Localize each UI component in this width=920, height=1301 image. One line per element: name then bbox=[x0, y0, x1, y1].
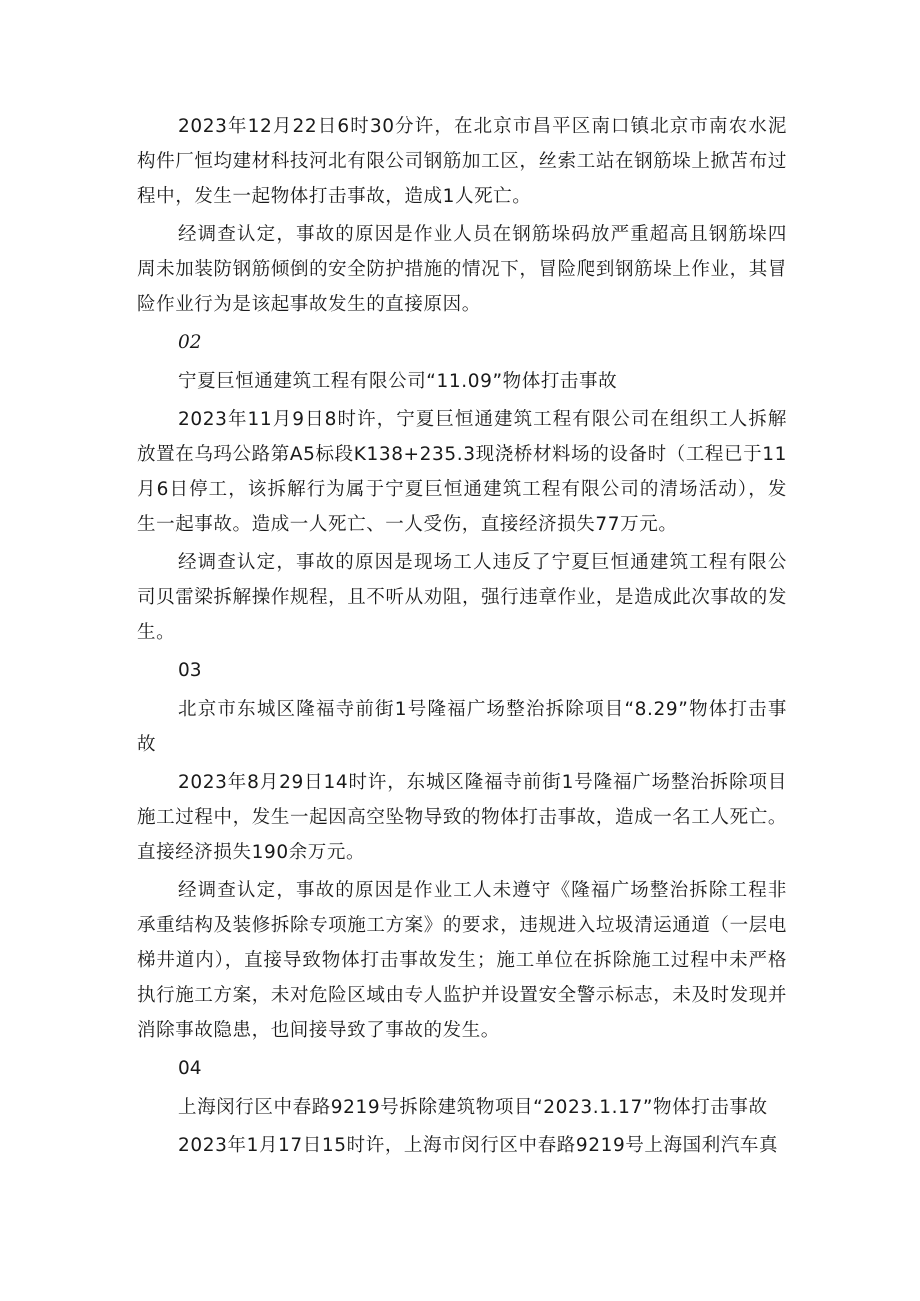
paragraph: 2023年12月22日6时30分许，在北京市昌平区南口镇北京市南农水泥构件厂恒均建材科技河北有限公司钢筋加工区，丝索工站在钢筋垛上掀苫布过程中，发生一起物体打击事故，造成1人死亡。 bbox=[137, 116, 787, 207]
section-title: 北京市东城区隆福寺前街1号隆福广场整治拆除项目“8.29”物体打击事故 bbox=[137, 699, 787, 755]
section-number: 03 bbox=[178, 660, 202, 681]
paragraph: 2023年11月9日8时许，宁夏巨恒通建筑工程有限公司在组织工人拆解放置在乌玛公路第A5标段K138+235.3现浇桥材料场的设备时（工程已于11月6日停工，该拆解行为属于宁夏巨恒通建筑工程有限公司的清场活动），发生一起事故。造成一人死亡、一人受伤，直接经济损失77万元。 bbox=[137, 409, 787, 535]
paragraph: 2023年1月17日15时许，上海市闵行区中春路9219号上海国利汽车真 bbox=[178, 1135, 779, 1156]
section-number: 04 bbox=[178, 1058, 202, 1079]
paragraph: 2023年8月29日14时许，东城区隆福寺前街1号隆福广场整治拆除项目施工过程中，发生一起因高空坠物导致的物体打击事故，造成一名工人死亡。直接经济损失190余万元。 bbox=[137, 772, 787, 863]
section-number: 02 bbox=[178, 332, 202, 353]
paragraph: 经调查认定，事故的原因是现场工人违反了宁夏巨恒通建筑工程有限公司贝雷梁拆解操作规程，且不听从劝阻，强行违章作业，是造成此次事故的发生。 bbox=[137, 552, 787, 643]
document-page bbox=[137, 109, 787, 1166]
section-title: 上海闵行区中春路9219号拆除建筑物项目“2023.1.17”物体打击事故 bbox=[178, 1097, 768, 1118]
paragraph: 经调查认定，事故的原因是作业人员在钢筋垛码放严重超高且钢筋垛四周未加装防钢筋倾倒的安全防护措施的情况下，冒险爬到钢筋垛上作业，其冒险作业行为是该起事故发生的直接原因。 bbox=[137, 224, 787, 315]
paragraph: 经调查认定，事故的原因是作业工人未遵守《隆福广场整治拆除工程非承重结构及装修拆除专项施工方案》的要求，违规进入垃圾清运通道（一层电梯井道内），直接导致物体打击事故发生；施工单位在拆除施工过程中未严格执行施工方案，未对危险区域由专人监护并设置安全警示标志，未及时发现并消除事故隐患，也间接导致了事故的发生。 bbox=[137, 880, 787, 1041]
section-title: 宁夏巨恒通建筑工程有限公司“11.09”物体打击事故 bbox=[178, 371, 618, 392]
